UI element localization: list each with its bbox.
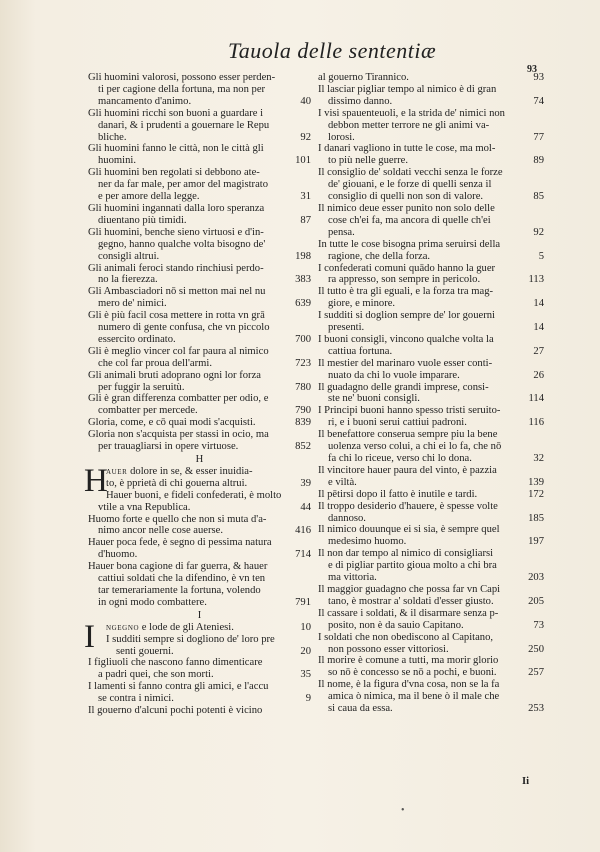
entry-line: Gli è più facil cosa mettere in rotta vn grā xyxy=(88,310,265,322)
entry-line: I soldati che non obediscono al Capitano, xyxy=(318,631,494,643)
entry-text: si caua da essa. xyxy=(328,703,393,715)
entry-line xyxy=(318,251,544,263)
index-entry xyxy=(318,84,544,108)
entry-line xyxy=(88,215,311,227)
index-entry xyxy=(318,548,544,584)
footer-mark: • xyxy=(401,805,405,816)
entry-line: Gli huomini ingannati dalla loro speranza xyxy=(88,202,265,214)
entry-line: Gli huomini valorosi, possono esser perden- xyxy=(88,72,276,83)
entry-line xyxy=(318,274,544,286)
entry-line xyxy=(106,478,311,490)
index-entry xyxy=(88,167,311,203)
index-entry xyxy=(318,679,544,715)
entry-line: Hauer buoni, e fideli confederati, è molto xyxy=(106,489,282,501)
drop-cap-i: I xyxy=(84,618,95,655)
entry-text: dissimo danno. xyxy=(328,95,393,107)
entry-line: Il benefattore conserua sempre piu la bene xyxy=(318,429,498,441)
entry-line: Il consiglio de' soldati vecchi senza le forze xyxy=(318,167,503,179)
entry-text: essercito ordinato. xyxy=(98,333,176,345)
entry-text: ri, e i buoni serui cattiui padroni. xyxy=(328,417,467,429)
entry-line xyxy=(88,417,311,429)
index-entry xyxy=(318,655,544,679)
entry-line xyxy=(106,466,311,478)
entry-page-ref: 26 xyxy=(533,369,544,381)
entry-line xyxy=(318,667,544,679)
entry-page-ref: 40 xyxy=(300,95,311,107)
entry-line: uolenza verso colui, a chi ei lo fa, che nō xyxy=(328,441,502,453)
entry-text: fa chi lo riceue, verso chi lo dona. xyxy=(328,453,472,464)
index-entry xyxy=(318,286,544,310)
index-entry xyxy=(318,501,544,525)
entry-line xyxy=(88,441,311,453)
entry-page-ref: 85 xyxy=(533,191,544,203)
entry-line: e di pigliar partito gioua molto a chi bra xyxy=(328,560,497,572)
page-title: Tauola delle sententiæ xyxy=(228,38,437,63)
entry-line: Gli Ambasciadori nō si metton mai nel nu xyxy=(88,286,266,298)
entry-text: bliche. xyxy=(98,131,127,143)
entry-line: Il maggior guadagno che possa far vn Capi xyxy=(318,583,501,595)
index-entry xyxy=(88,108,311,144)
entry-text: Il gouerno d'alcuni pochi potenti è vicino xyxy=(88,705,263,717)
entry-page-ref: 790 xyxy=(295,405,311,417)
entry-line xyxy=(88,549,311,561)
entry-line: Il troppo desiderio d'hauere, è spesse volte xyxy=(318,500,498,512)
entry-line: I sudditi si doglion sempre de' lor gouerni xyxy=(318,310,495,322)
index-entry xyxy=(88,143,311,167)
entry-page-ref: 723 xyxy=(295,357,311,369)
entry-line xyxy=(88,502,311,514)
entry-line: Il nimico douunque ei si sia, è sempre quel xyxy=(318,524,500,536)
entry-line: Il mestier del marinaro vuole esser conti- xyxy=(318,357,493,369)
entry-line: ti per cagione della fortuna, ma non per xyxy=(98,83,266,95)
entry-line xyxy=(318,322,544,334)
entry-line: Huomo forte e quello che non si muta d'a- xyxy=(88,513,267,525)
entry-page-ref: 92 xyxy=(533,226,544,238)
entry-line xyxy=(88,382,311,394)
entry-text: huomini. xyxy=(98,155,136,167)
entry-line: Il vincitore hauer paura del vinto, è pazzia xyxy=(318,464,497,476)
entry-page-ref: 14 xyxy=(533,298,544,310)
entry-text: d'huomo. xyxy=(98,549,138,561)
entry-text: ngegno e lode de gli Ateniesi. xyxy=(106,621,234,633)
entry-text: e per amore della legge. xyxy=(98,191,200,203)
entry-page-ref: 113 xyxy=(528,274,544,286)
entry-line: I confederati comuni quādo hanno la guer xyxy=(318,262,496,274)
index-entry xyxy=(88,227,311,263)
entry-line xyxy=(318,346,544,358)
entry-line: de' giouani, e le forze di quelli senza il xyxy=(328,179,492,191)
entry-text: per fuggir la seruitù. xyxy=(98,381,185,393)
entry-page-ref: 27 xyxy=(533,345,544,357)
section-i-entry xyxy=(88,657,311,681)
entry-line: debbon metter terrore ne gli animi va- xyxy=(328,119,490,131)
entry-line xyxy=(88,693,311,705)
entry-text: nuato da chi lo vuole imparare. xyxy=(328,369,460,381)
page-number: 93 xyxy=(527,64,537,75)
entry-page-ref: 714 xyxy=(295,549,311,561)
entry-page-ref: 185 xyxy=(528,512,544,524)
index-entry xyxy=(318,167,544,203)
entry-text: vtile a vna Republica. xyxy=(98,501,191,513)
entry-line: numero di gente confusa, che vn piccolo xyxy=(98,322,270,334)
entry-text: no la fierezza. xyxy=(98,274,158,286)
entry-line: I sudditi sempre si dogliono de' loro pre xyxy=(106,633,275,645)
entry-page-ref: 73 xyxy=(533,619,544,631)
index-entry xyxy=(318,358,544,382)
index-entry xyxy=(318,632,544,656)
entry-text: consiglio di quelli non son di valore. xyxy=(328,191,484,203)
entry-line: Hauer poca fede, è segno di pessima natura xyxy=(88,537,272,549)
section-i-entry xyxy=(88,634,311,658)
entry-text: dannoso. xyxy=(328,512,366,524)
index-entry xyxy=(88,203,311,227)
entry-page-ref: 198 xyxy=(295,250,311,262)
entry-line xyxy=(318,72,544,84)
entry-page-ref: 780 xyxy=(295,381,311,393)
entry-text: to, è pprietà di chi gouerna altrui. xyxy=(106,477,248,489)
entry-line: danari, & i prudenti a gouernare le Repu xyxy=(98,119,270,131)
entry-page-ref: 87 xyxy=(300,214,311,226)
entry-line: Il nimico deue esser punito non solo delle xyxy=(318,202,495,214)
entry-page-ref: 92 xyxy=(300,131,311,143)
entry-line: Gli huomini ben regolati si debbono ate- xyxy=(88,167,260,179)
entry-line: Il lasciar pigliar tempo al nimico è di gran xyxy=(318,83,497,95)
entry-page-ref: 852 xyxy=(295,441,311,453)
entry-text: presenti. xyxy=(328,322,365,334)
small-caps-word: auer xyxy=(106,465,128,477)
entry-text: tano, è mostrar a' soldati d'esser giusto. xyxy=(328,595,494,607)
index-entry xyxy=(88,286,311,310)
entry-page-ref: 203 xyxy=(528,572,544,584)
section-letter-i: I xyxy=(197,609,202,621)
entry-text: in ogni modo combattere. xyxy=(98,596,207,608)
entry-page-ref: 31 xyxy=(300,191,311,203)
entry-line xyxy=(318,393,544,405)
index-entry xyxy=(318,72,544,84)
entry-page-ref: 5 xyxy=(538,250,544,262)
entry-page-ref: 416 xyxy=(295,525,311,537)
index-entry xyxy=(88,310,311,346)
index-entry xyxy=(318,524,544,548)
index-entry xyxy=(88,346,311,370)
entry-line xyxy=(88,334,311,346)
index-entry xyxy=(318,203,544,239)
drop-cap-h: H xyxy=(84,462,108,499)
index-entry xyxy=(318,310,544,334)
entry-text: per trauagliarsi in opere virtuose. xyxy=(98,441,239,453)
entry-line: I Principi buoni hanno spesso tristi seruito- xyxy=(318,405,501,417)
entry-text: giore, e minore. xyxy=(328,298,396,310)
entry-page-ref: 791 xyxy=(295,596,311,608)
entry-text: senti gouerni. xyxy=(116,645,174,657)
entry-page-ref: 257 xyxy=(528,667,544,679)
entry-line xyxy=(318,298,544,310)
entry-line xyxy=(318,132,544,144)
entry-text: non possono esser vittoriosi. xyxy=(328,643,449,655)
entry-line: Il non dar tempo al nimico di consigliarsi xyxy=(318,548,494,560)
index-entry xyxy=(318,334,544,358)
entry-text: ragione, che della forza. xyxy=(328,250,431,262)
entry-line xyxy=(318,477,544,489)
entry-line xyxy=(88,191,311,203)
index-entry xyxy=(88,72,311,108)
entry-text: Il pētirsi dopo il fatto è inutile e tardi. xyxy=(318,488,478,500)
entry-text: che col far proua dell'armi. xyxy=(98,357,212,369)
entry-line xyxy=(318,596,544,608)
entry-line xyxy=(88,298,311,310)
entry-line xyxy=(88,251,311,263)
entry-line: Hauer bona cagione di far guerra, & hauer xyxy=(88,561,268,573)
entry-line: In tutte le cose bisogna prima seruirsi della xyxy=(318,238,501,250)
entry-line: I danari vagliono in tutte le cose, ma mol- xyxy=(318,143,496,155)
entry-page-ref: 14 xyxy=(533,322,544,334)
entry-line xyxy=(106,622,311,634)
entry-line: ner da far male, per amor del magistrato xyxy=(98,179,269,191)
entry-page-ref: 139 xyxy=(528,476,544,488)
entry-line: cose ch'ei fa, ma ancora di quelle ch'ei xyxy=(328,214,491,226)
entry-page-ref: 77 xyxy=(533,131,544,143)
index-entry xyxy=(318,608,544,632)
entry-page-ref: 32 xyxy=(533,453,544,464)
entry-page-ref: 9 xyxy=(305,693,311,705)
entry-text: ra appresso, son sempre in pericolo. xyxy=(328,274,481,286)
entry-page-ref: 114 xyxy=(528,393,544,405)
entry-line xyxy=(318,513,544,525)
index-entry xyxy=(318,108,544,144)
index-entry xyxy=(318,382,544,406)
entry-line: Gli huomini ricchi son buoni a guardare i xyxy=(88,107,264,119)
index-entry xyxy=(318,263,544,287)
entry-text: so nō è concesso se nō a pochi, e buoni. xyxy=(328,667,497,679)
entry-line xyxy=(88,597,311,609)
entry-text: cattiua fortuna. xyxy=(328,345,393,357)
entry-line xyxy=(88,669,311,681)
entry-text: diuentano più timidi. xyxy=(98,214,187,226)
index-entry xyxy=(318,465,544,489)
section-i-entry xyxy=(88,705,311,717)
entry-page-ref: 10 xyxy=(300,621,311,633)
signature-mark: Ii xyxy=(522,776,530,787)
entry-page-ref: 101 xyxy=(295,155,311,167)
entry-text: lorosi. xyxy=(328,131,355,143)
entry-text: a padri quei, che son morti. xyxy=(98,669,214,681)
entry-line xyxy=(318,417,544,429)
entry-line xyxy=(318,572,544,584)
entry-text: pensa. xyxy=(328,226,355,238)
entry-line: cattiui soldati che la difendino, è vn ten xyxy=(98,573,266,585)
entry-line: Il guadagno delle grandi imprese, consi- xyxy=(318,381,489,393)
entry-line: Gli huomini fanno le città, non le città gli xyxy=(88,143,264,155)
entry-line xyxy=(318,155,544,167)
entry-text: posito, non è da sauio Capitano. xyxy=(328,619,464,631)
entry-line xyxy=(318,703,544,715)
entry-page-ref: 74 xyxy=(533,95,544,107)
entry-text: to più nelle guerre. xyxy=(328,155,409,167)
section-h-entry xyxy=(88,561,311,609)
right-column xyxy=(318,72,544,715)
entry-line: amica ò nimica, ma il bene ò il male che xyxy=(328,691,500,703)
entry-line: Il cassare i soldati, & il disarmare senza p- xyxy=(318,607,499,619)
entry-page-ref: 250 xyxy=(528,643,544,655)
entry-line: Gli è gran differenza combatter per odio, e xyxy=(88,393,269,405)
index-entry xyxy=(88,263,311,287)
entry-line xyxy=(318,453,544,465)
entry-page-ref: 383 xyxy=(295,274,311,286)
section-h-entry xyxy=(88,537,311,561)
index-entry xyxy=(318,429,544,465)
entry-text: al gouerno Tirannico. xyxy=(318,72,409,83)
entry-line xyxy=(88,405,311,417)
index-entry xyxy=(318,405,544,429)
entry-line: I buoni consigli, vincono qualche volta la xyxy=(318,333,494,345)
entry-line xyxy=(318,489,544,501)
entry-line xyxy=(318,191,544,203)
index-entry xyxy=(318,489,544,501)
entry-text: medesimo huomo. xyxy=(328,536,407,548)
entry-line xyxy=(318,536,544,548)
entry-text: e viltà. xyxy=(328,476,357,488)
entry-line xyxy=(318,227,544,239)
section-i-entry xyxy=(88,681,311,705)
entry-page-ref: 20 xyxy=(300,645,311,657)
entry-line xyxy=(88,132,311,144)
index-entry xyxy=(318,143,544,167)
entry-line: Gli è meglio vincer col far paura al nimico xyxy=(88,345,269,357)
entry-line: tar temerariamente la fortuna, volendo xyxy=(98,584,261,596)
entry-line: Gli animali bruti adoprano ogni lor forza xyxy=(88,369,261,381)
entry-line xyxy=(88,358,311,370)
entry-text: ma vittoria. xyxy=(328,572,377,584)
entry-line: Gli huomini, benche sieno virtuosi e d'in- xyxy=(88,226,264,238)
section-h-entry xyxy=(88,490,311,514)
entry-text: nimo ancor nelle cose auerse. xyxy=(98,525,224,537)
small-caps-word: ngegno xyxy=(106,621,140,633)
entry-line: Gloria non s'acquista per stassi in ocio, ma xyxy=(88,429,269,441)
index-entry xyxy=(88,393,311,417)
entry-line: Il tutto è tra gli eguali, e la forza tra mag- xyxy=(318,286,494,298)
entry-text: dolore in se, & esser inuidia- xyxy=(130,465,253,477)
entry-page-ref: 93 xyxy=(533,72,544,83)
entry-line xyxy=(88,96,311,108)
entry-page-ref: 205 xyxy=(528,595,544,607)
entry-page-ref: 639 xyxy=(295,298,311,310)
entry-line xyxy=(318,96,544,108)
entry-text: Gloria, come, e cō quai modi s'acquisti. xyxy=(88,417,256,429)
entry-page-ref: 116 xyxy=(528,417,544,429)
entry-page-ref: 839 xyxy=(295,417,311,429)
entry-line xyxy=(88,155,311,167)
entry-line xyxy=(88,705,311,717)
entry-text: se contra i nimici. xyxy=(98,693,174,705)
entry-line xyxy=(318,620,544,632)
entry-text: mancamento d'animo. xyxy=(98,95,192,107)
entry-line: I figliuoli che nascono fanno dimenticare xyxy=(88,657,263,669)
entry-page-ref: 197 xyxy=(528,536,544,548)
left-column xyxy=(84,72,311,717)
index-entry xyxy=(88,370,311,394)
entry-text: mero de' nimici. xyxy=(98,298,167,310)
entry-line xyxy=(88,274,311,286)
entry-page-ref: 253 xyxy=(528,703,544,715)
entry-page-ref: 89 xyxy=(533,155,544,167)
section-h-entry xyxy=(88,514,311,538)
entry-line xyxy=(318,370,544,382)
entry-text: combatter per mercede. xyxy=(98,405,198,417)
entry-line: Il morire è comune a tutti, ma morir glorio xyxy=(318,655,499,667)
entry-page-ref: 39 xyxy=(300,477,311,489)
entry-line: Il nome, è la figura d'vna cosa, non se la fa xyxy=(318,679,500,691)
entry-page-ref: 35 xyxy=(300,669,311,681)
entry-line xyxy=(318,644,544,656)
index-entry xyxy=(318,584,544,608)
index-entry xyxy=(318,239,544,263)
entry-line: gegno, hanno qualche volta bisogno de' xyxy=(98,238,266,250)
entry-line: I lamenti si fanno contra gli amici, e l'accu xyxy=(88,681,269,693)
entry-text: consigli altrui. xyxy=(98,250,160,262)
entry-page-ref: 172 xyxy=(528,488,544,500)
entry-page-ref: 700 xyxy=(295,333,311,345)
index-entry xyxy=(88,417,311,429)
entry-line xyxy=(88,525,311,537)
section-letter-h: H xyxy=(195,454,204,465)
entry-text: ste ne' buoni consigli. xyxy=(328,393,420,405)
entry-line xyxy=(106,646,311,658)
index-entry xyxy=(88,429,311,453)
entry-line: Gli animali feroci stando rinchiusi perdo- xyxy=(88,262,264,274)
entry-page-ref: 44 xyxy=(300,501,311,513)
entry-line: I visi spauenteuoli, e la strida de' nimici non xyxy=(318,107,505,119)
